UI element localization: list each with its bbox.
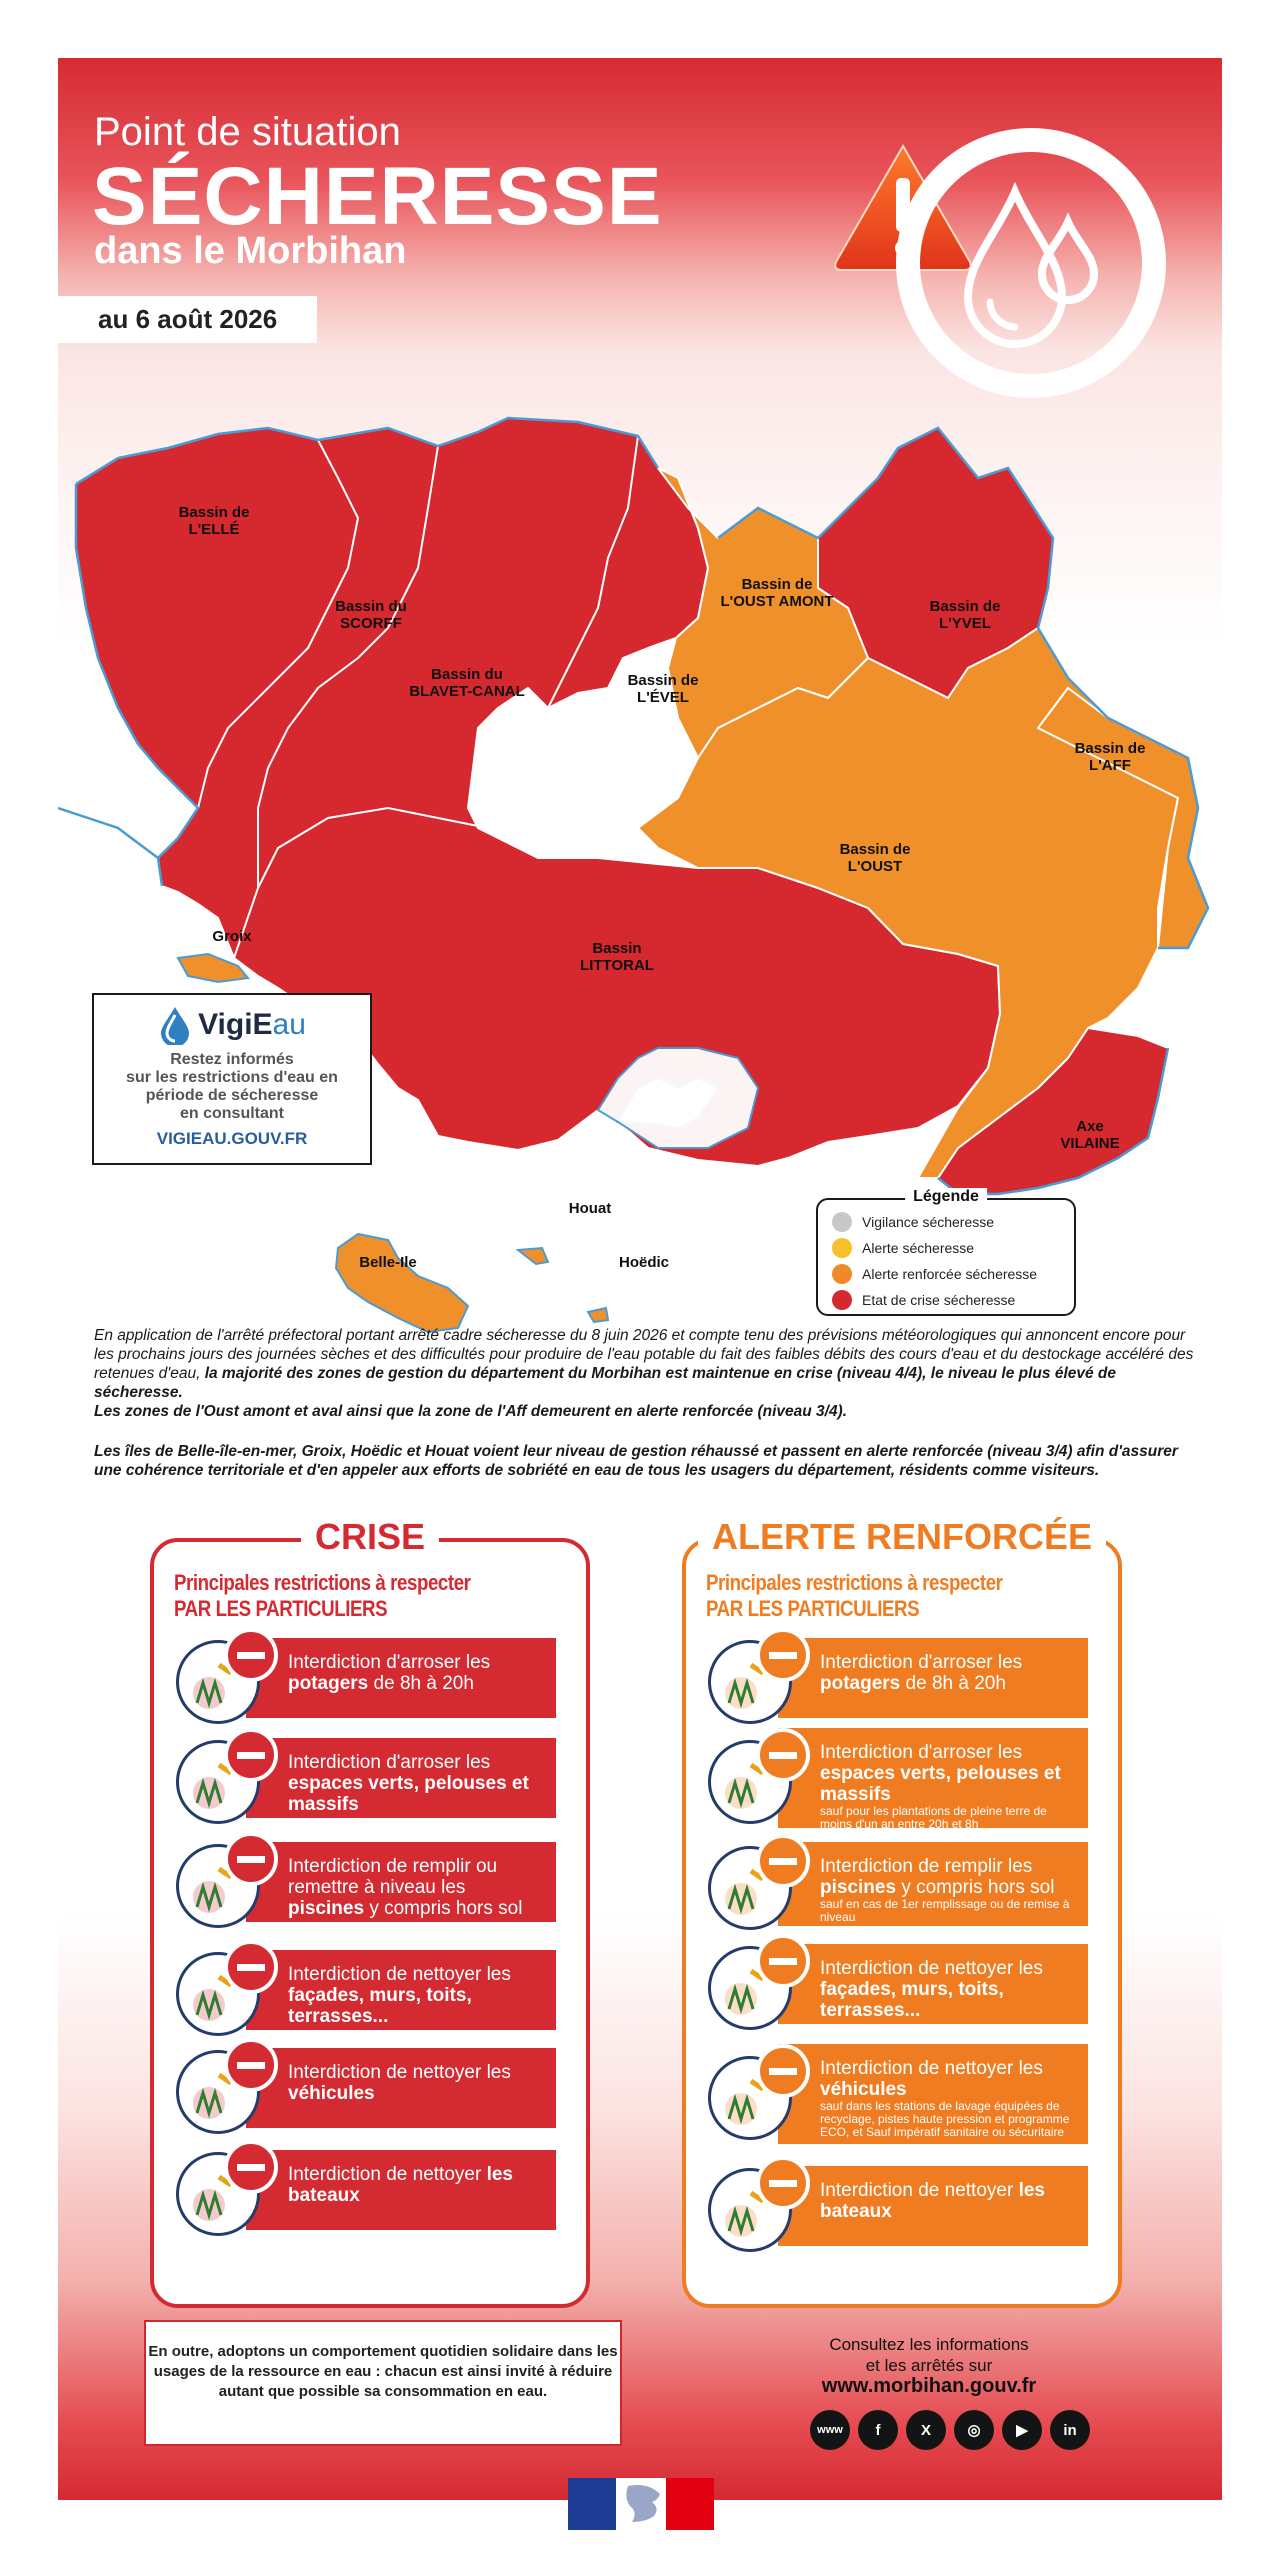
- label-vilaine: Axe VILAINE: [1060, 1118, 1120, 1152]
- islands-text: Les îles de Belle-île-en-mer, Groix, Hoëdic et Houat voient leur niveau de gestion réhaussé et passent en alerte renforcée (niveau 3/4) afin d'assurer une cohérence territoriale et d'en appeler aux efforts de sobriété en eau de tous les usagers du département, résidents comme visiteurs.: [94, 1443, 1178, 1479]
- crise-panel: [150, 1516, 590, 2308]
- label-hoedic: Hoëdic: [618, 1254, 670, 1271]
- vigieau-link[interactable]: VIGIEAU.GOUV.FR: [156, 1129, 308, 1148]
- legend-dot: [832, 1290, 852, 1310]
- no-entry-icon: [224, 2038, 278, 2092]
- restriction-suffix: y compris hors sol: [896, 1877, 1055, 1898]
- restriction-text: [778, 1638, 1088, 1718]
- restriction-text: [246, 1950, 556, 2030]
- linkedin-icon[interactable]: [1050, 2410, 1090, 2450]
- vigieau-box: [92, 993, 372, 1165]
- label-blavet: Bassin du BLAVET-CANAL: [409, 666, 525, 700]
- legend-label: Alerte renforcée sécheresse: [862, 1266, 1038, 1282]
- website-icon[interactable]: [810, 2410, 850, 2450]
- restriction-prefix: les: [465, 1652, 491, 1673]
- restriction-line: Interdiction de nettoyer: [288, 2164, 482, 2185]
- poster: [58, 58, 1222, 2500]
- no-entry-icon: [756, 2156, 810, 2210]
- restriction-bold: piscines: [288, 1898, 365, 1919]
- restriction-text: [778, 1728, 1088, 1831]
- website-icon-glyph: www: [817, 2424, 843, 2436]
- crise-title: CRISE: [301, 1516, 439, 1558]
- island-houat: [518, 1248, 548, 1264]
- x-icon-glyph: X: [920, 2421, 931, 2439]
- restriction-bold: piscines: [820, 1877, 897, 1898]
- consult-url[interactable]: www.morbihan.gouv.fr: [821, 2375, 1037, 2397]
- alerte-panel: [682, 1516, 1122, 2308]
- restriction-bold: véhicules: [820, 2079, 907, 2100]
- alerte-subtitle-line2: PAR LES PARTICULIERS: [706, 1596, 920, 1621]
- water-drop-logo-icon: [158, 1005, 192, 1045]
- restriction-line: Interdiction d'arroser: [288, 1652, 461, 1673]
- header-subtitle: Point de situation: [94, 110, 401, 154]
- header-place: dans le Morbihan: [94, 230, 407, 272]
- legend-item-crise: [832, 1290, 1015, 1310]
- restriction-bold: véhicules: [288, 2083, 375, 2104]
- restriction-text: [246, 1842, 556, 1922]
- restriction-text: [246, 2150, 556, 2230]
- restriction-line: Interdiction de nettoyer: [288, 2062, 482, 2083]
- marianne-logo: [568, 2478, 714, 2530]
- no-entry-icon: [224, 1832, 278, 1886]
- legend-label: Alerte sécheresse: [862, 1240, 975, 1256]
- alerte-subtitle: [706, 1570, 1003, 1622]
- label-littoral: Bassin LITTORAL: [580, 940, 654, 974]
- no-entry-icon: [756, 1834, 810, 1888]
- no-entry-icon: [224, 2140, 278, 2194]
- island-hoedic: [588, 1308, 608, 1322]
- legend-label: Etat de crise sécheresse: [862, 1292, 1016, 1308]
- vigieau-logo-accent: au: [272, 1008, 306, 1041]
- restriction-prefix: les: [1018, 1958, 1043, 1979]
- label-yvel: Bassin de L'YVEL: [929, 598, 1001, 632]
- restriction-bold: façades, murs, toits, terrasses...: [288, 1985, 472, 2027]
- crise-subtitle: [174, 1570, 471, 1622]
- restriction-bold: les bateaux: [820, 2180, 1045, 2222]
- youtube-icon-glyph: ▶: [1016, 2422, 1028, 2439]
- instagram-icon-glyph: ◎: [967, 2422, 981, 2439]
- label-evel: Bassin de L'ÉVEL: [627, 672, 699, 706]
- legend-item-alerte: [832, 1238, 974, 1258]
- instagram-icon[interactable]: [954, 2410, 994, 2450]
- crise-subtitle-line1: Principales restrictions à respecter: [174, 1570, 471, 1595]
- crise-subtitle-line2: PAR LES PARTICULIERS: [174, 1596, 388, 1621]
- date-tag: au 6 août 2026: [58, 296, 317, 343]
- no-entry-icon: [224, 1728, 278, 1782]
- consult-block: [764, 2334, 1094, 2397]
- no-entry-icon: [756, 1728, 810, 1782]
- restriction-line: Interdiction d'arroser les: [820, 1742, 1023, 1763]
- label-aff: Bassin de L'AFF: [1074, 740, 1146, 774]
- restriction-text: [778, 1842, 1088, 1926]
- youtube-icon[interactable]: [1002, 2410, 1042, 2450]
- legend-dot: [832, 1212, 852, 1232]
- x-icon[interactable]: [906, 2410, 946, 2450]
- facebook-icon-glyph: f: [875, 2421, 881, 2439]
- restriction-line: Interdiction de remplir: [820, 1856, 1003, 1877]
- legend-title: Légende: [905, 1188, 987, 1206]
- linkedin-icon-glyph: in: [1063, 2421, 1077, 2439]
- restriction-line: Interdiction d'arroser: [820, 1652, 993, 1673]
- restriction-prefix: les: [1018, 2058, 1043, 2079]
- no-entry-icon: [756, 2044, 810, 2098]
- islands-paragraph: [94, 1442, 1194, 1480]
- restriction-bold: façades, murs, toits, terrasses...: [820, 1979, 1004, 2021]
- restriction-line: Interdiction de remplir ou remettre à niveau les: [288, 1856, 498, 1898]
- restriction-suffix: de 8h à 20h: [900, 1673, 1006, 1694]
- vigieau-logo-main: VigiE: [198, 1008, 273, 1041]
- no-entry-icon: [224, 1628, 278, 1682]
- label-houat: Houat: [568, 1200, 612, 1217]
- restriction-line: Interdiction de nettoyer: [820, 2058, 1014, 2079]
- label-belle-ile: Belle-Ile: [359, 1254, 417, 1271]
- restriction-text: [778, 2166, 1088, 2246]
- legend-dot: [832, 1238, 852, 1258]
- restriction-bold: espaces verts, pelouses et massifs: [288, 1773, 529, 1815]
- facebook-icon[interactable]: [858, 2410, 898, 2450]
- restriction-text: [246, 1638, 556, 1718]
- intro-bold-2: Les zones de l'Oust amont et aval ainsi que la zone de l'Aff demeurent en alerte renforcée (niveau 3/4).: [94, 1403, 848, 1420]
- social-links: [810, 2410, 1090, 2450]
- label-groix: Groix: [212, 928, 252, 945]
- header-title: SÉCHERESSE: [92, 151, 663, 242]
- restriction-line: Interdiction de nettoyer: [820, 2180, 1014, 2201]
- restriction-line: Interdiction de nettoyer les: [288, 1964, 511, 1985]
- restriction-bold: potagers: [288, 1673, 369, 1694]
- legend-item-vigilance: [832, 1212, 994, 1232]
- intro-paragraph: [94, 1326, 1194, 1421]
- restriction-line: Interdiction d'arroser les: [288, 1752, 491, 1773]
- restriction-prefix: les: [1007, 1856, 1033, 1877]
- restriction-bold: espaces verts, pelouses et massifs: [820, 1763, 1061, 1805]
- vigieau-text: Restez informés sur les restrictions d'eau en période de sécheresse en consultant: [126, 1051, 338, 1122]
- restriction-suffix: de 8h à 20h: [368, 1673, 474, 1694]
- label-scorff: Bassin du SCORFF: [335, 598, 407, 632]
- restriction-text: [246, 2048, 556, 2128]
- intro-bold: la majorité des zones de gestion du département du Morbihan est maintenue en crise (niveau 4/4), le niveau le plus élevé de sécheresse.: [94, 1365, 1117, 1401]
- no-entry-icon: [756, 1628, 810, 1682]
- restriction-note: sauf dans les stations de lavage équipées de recyclage, pistes haute pression et programme ECO, et Sauf impératif sanitaire ou sécuritaire: [820, 2099, 1070, 2139]
- restriction-text: [778, 2044, 1088, 2144]
- footer-notice: En outre, adoptons un comportement quotidien solidaire dans les usages de la ressource en eau : chacun est ainsi invité à réduire autant que possible sa consommation en eau.: [144, 2320, 622, 2446]
- legend-item-alerte-renforcee: [832, 1264, 1037, 1284]
- restriction-prefix: les: [997, 1652, 1023, 1673]
- map-legend: [816, 1188, 1076, 1316]
- restriction-suffix: y compris hors sol: [364, 1898, 523, 1919]
- restriction-text: [246, 1738, 556, 1818]
- label-elle: Bassin de L'ELLÉ: [178, 504, 250, 538]
- intro-text: En application de l'arrêté préfectoral portant arrêté cadre sécheresse du 8 juin 2026 et compte tenu des prévisions météorologiques qui annoncent encore pour les prochains jours des journées sèches et des difficultés pour produire de l'eau potable du fait des faibles débits des cours d'eau et du destockage accéléré des retenues d'eau,: [94, 1327, 1194, 1382]
- restriction-note: sauf en cas de 1er remplissage ou de remise à niveau: [820, 1897, 1070, 1924]
- water-drop-icon: [896, 128, 1166, 398]
- label-oust-amont: Bassin de L'OUST AMONT: [720, 576, 834, 610]
- legend-dot: [832, 1264, 852, 1284]
- no-entry-icon: [224, 1940, 278, 1994]
- legend-label: Vigilance sécheresse: [862, 1214, 995, 1230]
- restriction-text: [778, 1944, 1088, 2024]
- alerte-subtitle-line1: Principales restrictions à respecter: [706, 1570, 1003, 1595]
- restriction-bold: potagers: [820, 1673, 901, 1694]
- vigieau-logo: [94, 1005, 370, 1045]
- alerte-title: ALERTE RENFORCÉE: [698, 1516, 1106, 1558]
- restriction-line: Interdiction de nettoyer: [820, 1958, 1014, 1979]
- restriction-bold: les bateaux: [288, 2164, 513, 2206]
- island-belle-ile: [336, 1234, 468, 1332]
- label-oust: Bassin de L'OUST: [839, 841, 911, 875]
- restriction-note: sauf pour les plantations de pleine terre de moins d'un an entre 20h et 8h: [820, 1804, 1047, 1831]
- consult-text: Consultez les informations et les arrêtés sur: [829, 2335, 1029, 2375]
- restriction-prefix: les: [486, 2062, 511, 2083]
- no-entry-icon: [756, 1934, 810, 1988]
